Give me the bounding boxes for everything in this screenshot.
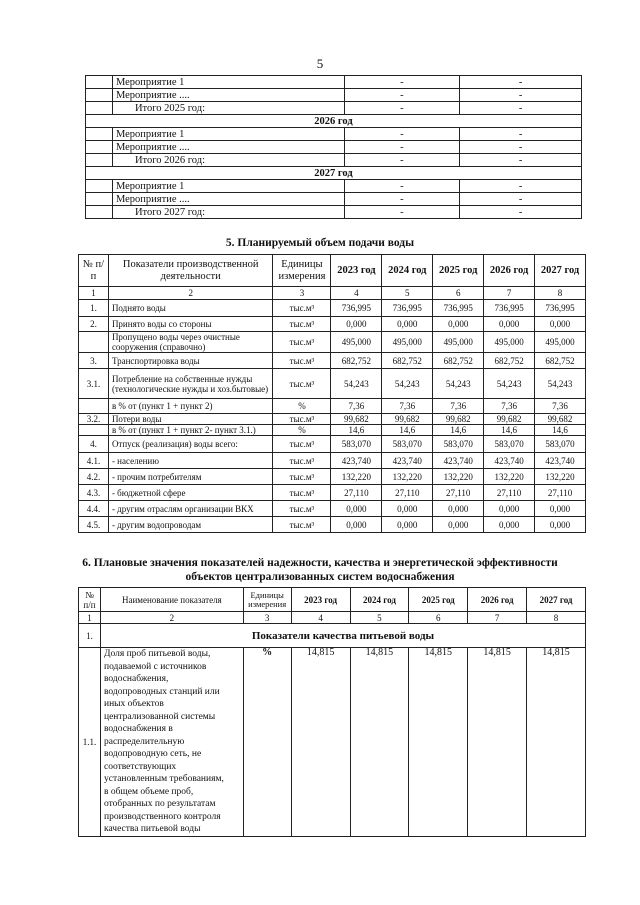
row-value: 583,070 xyxy=(382,436,433,453)
row-num xyxy=(86,102,113,115)
row-unit: тыс.м³ xyxy=(273,453,331,469)
row-value: 495,000 xyxy=(382,332,433,353)
event-row xyxy=(86,180,582,193)
year-heading: 2027 год xyxy=(86,167,582,180)
row-num xyxy=(86,180,113,193)
row-value: 14,6 xyxy=(535,425,586,436)
total-label: Итого 2027 год: xyxy=(112,206,344,219)
table-row xyxy=(79,300,586,317)
event-value: - xyxy=(344,180,460,193)
row-value: 54,243 xyxy=(484,369,535,399)
row-indicator: Транспортировка воды xyxy=(108,353,273,369)
row-num: 2. xyxy=(79,317,109,332)
row-value: 736,995 xyxy=(535,300,586,317)
row-indicator: в % от (пункт 1 + пункт 2) xyxy=(108,399,273,414)
row-num xyxy=(79,399,109,414)
event-label: Мероприятие 1 xyxy=(112,180,344,193)
row-value: 682,752 xyxy=(535,353,586,369)
row-value: 7,36 xyxy=(382,399,433,414)
col-index: 6 xyxy=(409,612,468,624)
row-indicator: Отпуск (реализация) воды всего: xyxy=(108,436,273,453)
event-value: - xyxy=(344,128,460,141)
header-indicator: Показатели производственной деятельности xyxy=(108,255,273,287)
row-num: 4.4. xyxy=(79,501,109,517)
row-indicator: Поднято воды xyxy=(108,300,273,317)
table-row xyxy=(79,485,586,501)
row-value: 7,36 xyxy=(484,399,535,414)
row-value: 495,000 xyxy=(331,332,382,353)
row-num: 4. xyxy=(79,436,109,453)
event-value: - xyxy=(344,206,460,219)
row-value: 736,995 xyxy=(484,300,535,317)
table-row xyxy=(79,399,586,414)
row-value: 0,000 xyxy=(331,317,382,332)
row-unit: тыс.м³ xyxy=(273,353,331,369)
indicator-name-line: соответствующих xyxy=(103,761,177,772)
year-heading: 2026 год xyxy=(86,115,582,128)
row-value: 132,220 xyxy=(382,469,433,485)
year-row xyxy=(86,115,582,128)
table-row xyxy=(79,453,586,469)
row-value: 14,6 xyxy=(433,425,484,436)
total-label: Итого 2025 год: xyxy=(112,102,344,115)
row-value: 423,740 xyxy=(535,453,586,469)
row-value: 495,000 xyxy=(535,332,586,353)
row-unit: тыс.м³ xyxy=(273,414,331,425)
header-year: 2026 год xyxy=(468,588,527,612)
row-value: 495,000 xyxy=(484,332,535,353)
row-value: 0,000 xyxy=(433,517,484,533)
col-index: 8 xyxy=(535,287,586,300)
row-value: 7,36 xyxy=(433,399,484,414)
row-value: 99,682 xyxy=(433,414,484,425)
row-num xyxy=(86,193,113,206)
indicator-name-line: распределительную xyxy=(103,736,185,747)
row-value: 0,000 xyxy=(433,501,484,517)
row-value: 99,682 xyxy=(331,414,382,425)
header-year: 2023 год xyxy=(331,255,382,287)
row-num: 4.2. xyxy=(79,469,109,485)
row-value: 27,110 xyxy=(484,485,535,501)
event-row xyxy=(86,154,582,167)
header-num: № п/п xyxy=(79,588,101,612)
table-row xyxy=(79,501,586,517)
row-value: 682,752 xyxy=(331,353,382,369)
row-value: 14,815 xyxy=(409,648,468,837)
row-value: 14,6 xyxy=(382,425,433,436)
row-value: 736,995 xyxy=(382,300,433,317)
indicator-name-line: Доля проб питьевой воды, xyxy=(103,649,211,659)
row-num: 4.1. xyxy=(79,453,109,469)
col-index: 4 xyxy=(291,612,350,624)
row-value: 423,740 xyxy=(331,453,382,469)
event-value: - xyxy=(460,206,582,219)
row-num: 3.1. xyxy=(79,369,109,399)
table-row xyxy=(79,517,586,533)
row-num: 4.5. xyxy=(79,517,109,533)
row-num xyxy=(86,206,113,219)
row-unit: тыс.м³ xyxy=(273,517,331,533)
col-index: 4 xyxy=(331,287,382,300)
row-unit: % xyxy=(243,648,291,837)
row-unit: тыс.м³ xyxy=(273,436,331,453)
event-value: - xyxy=(460,180,582,193)
indicator-name-line: отобранных по результатам xyxy=(103,799,216,809)
indicator-name-line: водоснабжения в xyxy=(103,724,173,734)
row-unit: % xyxy=(273,425,331,436)
indicator-name-line: водопроводных станций или xyxy=(103,686,220,697)
row-value: 99,682 xyxy=(535,414,586,425)
row-value: 583,070 xyxy=(484,436,535,453)
row-unit: тыс.м³ xyxy=(273,332,331,353)
col-index: 2 xyxy=(108,287,273,300)
row-value: 132,220 xyxy=(331,469,382,485)
indicator-name-line: подаваемой с источников xyxy=(103,661,207,672)
header-year: 2024 год xyxy=(382,255,433,287)
table-row xyxy=(79,425,586,436)
header-year: 2023 год xyxy=(291,588,350,612)
row-value: 54,243 xyxy=(535,369,586,399)
row-num xyxy=(86,154,113,167)
year-row xyxy=(86,167,582,180)
row-value: 0,000 xyxy=(433,317,484,332)
row-indicator: в % от (пункт 1 + пункт 2- пункт 3.1.) xyxy=(108,425,273,436)
row-value: 423,740 xyxy=(433,453,484,469)
row-indicator: Пропущено воды через очистные сооружения (справочно) xyxy=(108,332,273,353)
row-indicator: - другим водопроводам xyxy=(108,517,273,533)
col-index: 1 xyxy=(79,287,109,300)
header-year: 2027 год xyxy=(535,255,586,287)
row-value: 14,815 xyxy=(527,648,586,837)
row-num: 1. xyxy=(79,300,109,317)
row-unit: % xyxy=(273,399,331,414)
row-unit: тыс.м³ xyxy=(273,369,331,399)
row-value: 27,110 xyxy=(382,485,433,501)
row-num xyxy=(79,425,109,436)
indicator-name-line: водопроводную сеть, не xyxy=(103,749,202,759)
row-unit: тыс.м³ xyxy=(273,501,331,517)
row-num: 1.1. xyxy=(79,648,101,837)
row-value: 99,682 xyxy=(382,414,433,425)
col-index: 7 xyxy=(484,287,535,300)
row-value: 583,070 xyxy=(433,436,484,453)
row-num xyxy=(86,89,113,102)
row-num: 3.2. xyxy=(79,414,109,425)
row-indicator: Потери воды xyxy=(108,414,273,425)
indicator-name-line: в общем объеме проб, xyxy=(103,786,194,797)
header-unit: Единицы измерения xyxy=(273,255,331,287)
event-label: Мероприятие 1 xyxy=(112,76,344,89)
row-value: 423,740 xyxy=(382,453,433,469)
header-num: № п/п xyxy=(79,255,109,287)
total-label: Итого 2026 год: xyxy=(112,154,344,167)
event-value: - xyxy=(344,89,460,102)
event-label: Мероприятие .... xyxy=(112,89,344,102)
row-unit: тыс.м³ xyxy=(273,317,331,332)
table-row xyxy=(79,317,586,332)
row-value: 0,000 xyxy=(382,501,433,517)
row-value: 0,000 xyxy=(535,317,586,332)
header-year: 2025 год xyxy=(409,588,468,612)
event-value: - xyxy=(460,141,582,154)
page-number: 5 xyxy=(316,56,324,71)
row-num: 3. xyxy=(79,353,109,369)
row-value: 0,000 xyxy=(484,517,535,533)
row-value: 54,243 xyxy=(433,369,484,399)
row-value: 14,815 xyxy=(350,648,409,837)
row-value: 132,220 xyxy=(433,469,484,485)
table-row xyxy=(79,414,586,425)
row-value: 99,682 xyxy=(484,414,535,425)
row-num: 4.3. xyxy=(79,485,109,501)
col-index: 1 xyxy=(79,612,101,624)
event-value: - xyxy=(344,102,460,115)
col-index: 7 xyxy=(468,612,527,624)
event-value: - xyxy=(344,141,460,154)
event-label: Мероприятие 1 xyxy=(112,128,344,141)
event-row xyxy=(86,206,582,219)
row-value: 54,243 xyxy=(382,369,433,399)
row-value: 54,243 xyxy=(331,369,382,399)
row-num xyxy=(79,332,109,353)
row-num xyxy=(86,128,113,141)
event-value: - xyxy=(460,89,582,102)
event-value: - xyxy=(460,128,582,141)
row-value: 682,752 xyxy=(382,353,433,369)
event-row xyxy=(86,141,582,154)
header-year: 2024 год xyxy=(350,588,409,612)
event-label: Мероприятие .... xyxy=(112,141,344,154)
row-unit: тыс.м³ xyxy=(273,300,331,317)
event-value: - xyxy=(460,102,582,115)
table-row xyxy=(79,369,586,399)
row-value: 27,110 xyxy=(433,485,484,501)
col-index: 3 xyxy=(243,612,291,624)
indicator-name-line: водоснабжения, xyxy=(103,674,169,684)
event-row xyxy=(86,89,582,102)
row-value: 7,36 xyxy=(535,399,586,414)
header-unit: Единицы измерения xyxy=(243,588,291,612)
event-value: - xyxy=(344,76,460,89)
table-row xyxy=(79,353,586,369)
row-value: 583,070 xyxy=(331,436,382,453)
row-value: 0,000 xyxy=(484,501,535,517)
event-value: - xyxy=(344,193,460,206)
table-row xyxy=(79,469,586,485)
header-year: 2027 год xyxy=(527,588,586,612)
col-index: 5 xyxy=(350,612,409,624)
events-table xyxy=(85,75,582,219)
event-value: - xyxy=(460,76,582,89)
row-value: 14,815 xyxy=(291,648,350,837)
row-indicator: Принято воды со стороны xyxy=(108,317,273,332)
row-value: 0,000 xyxy=(331,501,382,517)
row-value: 14,6 xyxy=(484,425,535,436)
table-row xyxy=(79,332,586,353)
indicator-name-line: производственного контроля xyxy=(103,811,221,822)
row-value: 0,000 xyxy=(382,317,433,332)
row-value: 583,070 xyxy=(535,436,586,453)
row-value: 682,752 xyxy=(433,353,484,369)
header-year: 2026 год xyxy=(484,255,535,287)
indicator-name xyxy=(100,648,243,837)
water-supply-table xyxy=(78,254,586,533)
row-num xyxy=(86,141,113,154)
event-value: - xyxy=(460,193,582,206)
row-unit: тыс.м³ xyxy=(273,485,331,501)
row-indicator: - прочим потребителям xyxy=(108,469,273,485)
row-value: 7,36 xyxy=(331,399,382,414)
row-indicator: - бюджетной сфере xyxy=(108,485,273,501)
row-indicator: - населению xyxy=(108,453,273,469)
row-value: 132,220 xyxy=(535,469,586,485)
row-value: 736,995 xyxy=(433,300,484,317)
event-row xyxy=(86,128,582,141)
col-index: 2 xyxy=(100,612,243,624)
row-indicator: Потребление на собственные нужды (технологические нужды и хоз.бытовые) xyxy=(108,369,273,399)
row-value: 132,220 xyxy=(484,469,535,485)
row-value: 495,000 xyxy=(433,332,484,353)
row-value: 14,815 xyxy=(468,648,527,837)
event-value: - xyxy=(460,154,582,167)
row-value: 0,000 xyxy=(484,317,535,332)
table-row xyxy=(79,436,586,453)
section6-title-line1: 6. Плановые значения показателей надежности, качества и энергетической эффективности xyxy=(82,557,558,569)
event-label: Мероприятие .... xyxy=(112,193,344,206)
event-row xyxy=(86,76,582,89)
col-index: 5 xyxy=(382,287,433,300)
row-value: 0,000 xyxy=(382,517,433,533)
row-value: 0,000 xyxy=(535,517,586,533)
row-value: 0,000 xyxy=(535,501,586,517)
event-row xyxy=(86,193,582,206)
event-row xyxy=(86,102,582,115)
row-value: 27,110 xyxy=(535,485,586,501)
event-value: - xyxy=(344,154,460,167)
row-value: 736,995 xyxy=(331,300,382,317)
header-name: Наименование показателя xyxy=(100,588,243,612)
row-num xyxy=(86,76,113,89)
indicator-name-line: качества питьевой воды xyxy=(103,824,201,834)
row-value: 14,6 xyxy=(331,425,382,436)
group-title: Показатели качества питьевой воды xyxy=(100,624,585,648)
row-value: 423,740 xyxy=(484,453,535,469)
col-index: 8 xyxy=(527,612,586,624)
row-value: 682,752 xyxy=(484,353,535,369)
section5-title: 5. Планируемый объем подачи воды xyxy=(225,237,415,249)
row-unit: тыс.м³ xyxy=(273,469,331,485)
indicator-name-line: установленным требованиям, xyxy=(103,774,224,784)
indicator-name-line: иных объектов xyxy=(103,699,164,709)
group-num: 1. xyxy=(79,624,101,648)
indicator-name-line: централизованной системы xyxy=(103,711,216,722)
header-year: 2025 год xyxy=(433,255,484,287)
row-value: 27,110 xyxy=(331,485,382,501)
col-index: 6 xyxy=(433,287,484,300)
quality-indicators-table xyxy=(78,587,586,837)
col-index: 3 xyxy=(273,287,331,300)
row-value: 0,000 xyxy=(331,517,382,533)
row-indicator: - другим отраслям организации ВКХ xyxy=(108,501,273,517)
section6-title-line2: объектов централизованных систем водоснабжения xyxy=(185,571,455,583)
